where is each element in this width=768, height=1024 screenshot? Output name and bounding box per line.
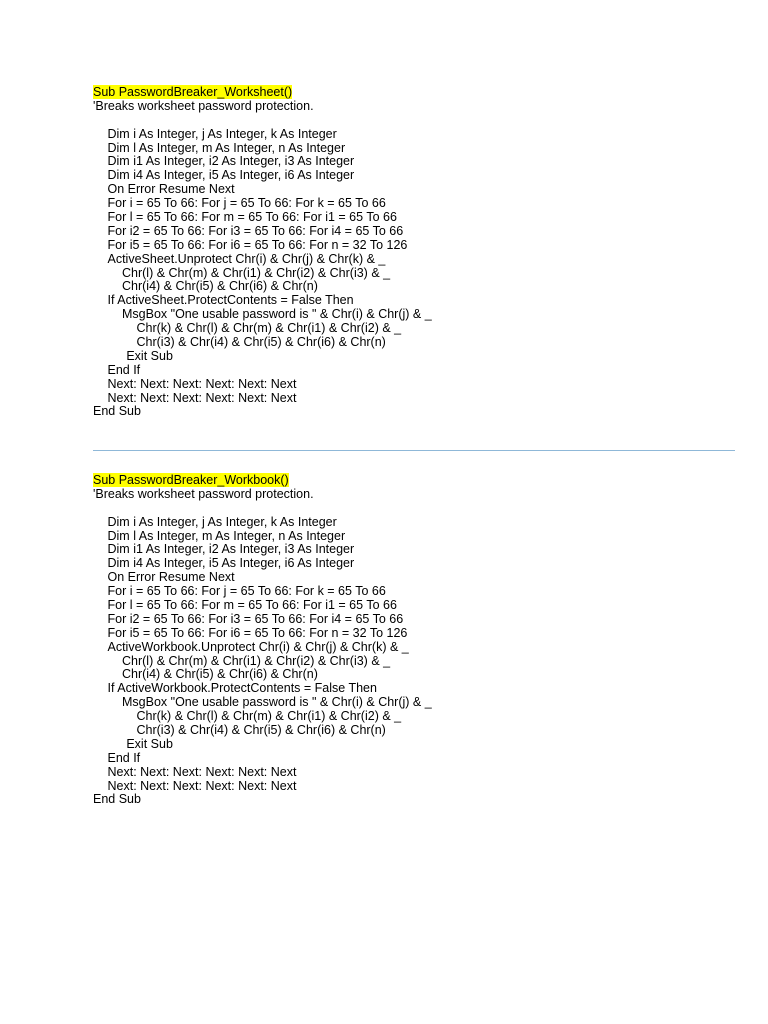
code-line: For i2 = 65 To 66: For i3 = 65 To 66: For i4 = 65 To 66	[107, 611, 404, 626]
code-line: MsgBox "One usable password is " & Chr(i) & Chr(j) & _	[122, 695, 432, 710]
code-section-workbook	[93, 474, 748, 807]
code-line: Chr(i3) & Chr(i4) & Chr(i5) & Chr(i6) & Chr(n)	[136, 723, 386, 738]
code-line: Next: Next: Next: Next: Next: Next	[107, 764, 297, 779]
code-line: Chr(k) & Chr(l) & Chr(m) & Chr(i1) & Chr(i2) & _	[136, 709, 402, 724]
code-line: 'Breaks worksheet password protection.	[93, 486, 314, 501]
code-line: Exit Sub	[126, 348, 173, 363]
code-section-worksheet	[93, 86, 748, 419]
code-line: 'Breaks worksheet password protection.	[93, 98, 314, 113]
code-line: End If	[107, 750, 141, 765]
code-line: Dim i4 As Integer, i5 As Integer, i6 As Integer	[107, 168, 355, 183]
code-line: If ActiveSheet.ProtectContents = False Then	[107, 293, 354, 308]
code-line: Dim i1 As Integer, i2 As Integer, i3 As Integer	[107, 154, 355, 169]
code-line: Dim i4 As Integer, i5 As Integer, i6 As Integer	[107, 556, 355, 571]
code-line: Chr(i4) & Chr(i5) & Chr(i6) & Chr(n)	[122, 279, 318, 294]
code-body	[93, 488, 748, 807]
highlighted-title: Sub PasswordBreaker_Workbook()	[93, 473, 289, 487]
code-line: Exit Sub	[126, 736, 173, 751]
code-line: Next: Next: Next: Next: Next: Next	[107, 376, 297, 391]
section-title	[93, 86, 748, 100]
code-line	[93, 502, 748, 516]
code-line: Chr(l) & Chr(m) & Chr(i1) & Chr(i2) & Chr(i3) & _	[122, 265, 391, 280]
code-line: Chr(l) & Chr(m) & Chr(i1) & Chr(i2) & Chr(i3) & _	[122, 653, 391, 668]
code-body	[93, 100, 748, 419]
code-line: Dim i1 As Integer, i2 As Integer, i3 As Integer	[107, 542, 355, 557]
code-line: If ActiveWorkbook.ProtectContents = False Then	[107, 681, 377, 696]
code-line: ActiveWorkbook.Unprotect Chr(i) & Chr(j) & Chr(k) & _	[107, 639, 409, 654]
code-line: ActiveSheet.Unprotect Chr(i) & Chr(j) & Chr(k) & _	[107, 251, 386, 266]
code-line: Dim i As Integer, j As Integer, k As Integer	[107, 514, 337, 529]
code-line: Chr(k) & Chr(l) & Chr(m) & Chr(i1) & Chr(i2) & _	[136, 321, 402, 336]
code-line: For i = 65 To 66: For j = 65 To 66: For k = 65 To 66	[107, 196, 386, 211]
code-line: Dim l As Integer, m As Integer, n As Integer	[107, 528, 346, 543]
code-line: For i5 = 65 To 66: For i6 = 65 To 66: For n = 32 To 126	[107, 237, 408, 252]
code-line: MsgBox "One usable password is " & Chr(i) & Chr(j) & _	[122, 307, 432, 322]
code-line: For l = 65 To 66: For m = 65 To 66: For i1 = 65 To 66	[107, 210, 397, 225]
code-line: Chr(i3) & Chr(i4) & Chr(i5) & Chr(i6) & Chr(n)	[136, 335, 386, 350]
code-line	[93, 114, 748, 128]
code-line: On Error Resume Next	[107, 182, 235, 197]
code-line: For i5 = 65 To 66: For i6 = 65 To 66: For n = 32 To 126	[107, 625, 408, 640]
code-line: Next: Next: Next: Next: Next: Next	[107, 390, 297, 405]
section-title	[93, 474, 748, 488]
code-line: Dim l As Integer, m As Integer, n As Integer	[107, 140, 346, 155]
section-divider	[93, 450, 735, 451]
code-line: For i2 = 65 To 66: For i3 = 65 To 66: For i4 = 65 To 66	[107, 223, 404, 238]
code-line: For l = 65 To 66: For m = 65 To 66: For i1 = 65 To 66	[107, 598, 397, 613]
code-line: Chr(i4) & Chr(i5) & Chr(i6) & Chr(n)	[122, 667, 318, 682]
code-line: For i = 65 To 66: For j = 65 To 66: For k = 65 To 66	[107, 584, 386, 599]
code-line: Next: Next: Next: Next: Next: Next	[107, 778, 297, 793]
code-line: End Sub	[93, 404, 141, 419]
code-line: End If	[107, 362, 141, 377]
code-line: End Sub	[93, 792, 141, 807]
code-line: Dim i As Integer, j As Integer, k As Integer	[107, 126, 337, 141]
highlighted-title: Sub PasswordBreaker_Worksheet()	[93, 85, 293, 99]
code-line: On Error Resume Next	[107, 570, 235, 585]
